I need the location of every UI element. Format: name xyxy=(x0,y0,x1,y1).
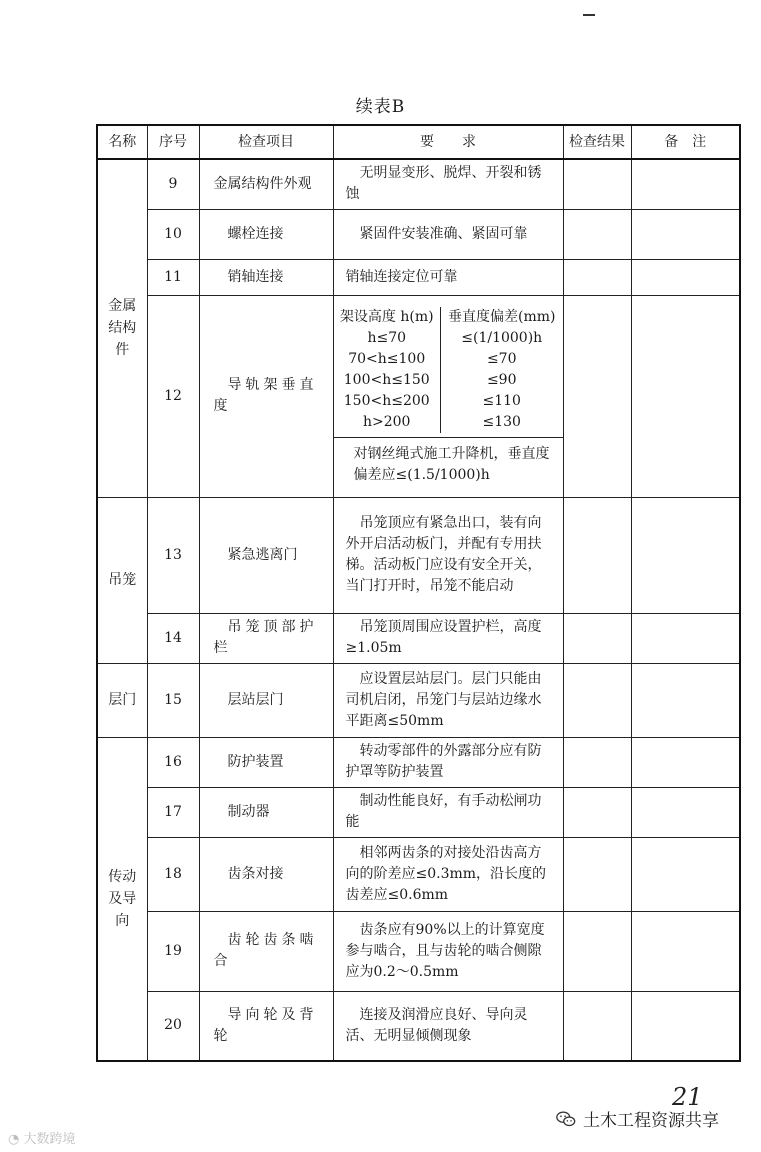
watermark-right xyxy=(555,1106,719,1131)
group-landing-door: 层门 xyxy=(97,663,147,737)
row-remark xyxy=(631,209,740,259)
table-row xyxy=(97,295,740,497)
row-requirement: 相邻两齿条的对接处沿齿高方向的阶差应≤0.3mm，沿长度的齿差应≤0.6mm xyxy=(333,837,563,911)
row-item: 吊笼顶部护栏 xyxy=(199,613,333,663)
sub-cell: 100<h≤150 xyxy=(334,370,441,391)
row-remark xyxy=(631,911,740,991)
header-requirement: 要 求 xyxy=(333,125,563,159)
table-row xyxy=(97,209,740,259)
row-remark xyxy=(631,837,740,911)
watermark-left xyxy=(8,1128,76,1147)
table-row xyxy=(97,159,740,209)
row-result xyxy=(563,991,631,1061)
row-item: 导向轮及背轮 xyxy=(199,991,333,1061)
row-seq: 11 xyxy=(147,259,199,295)
header-item: 检查项目 xyxy=(199,125,333,159)
row-requirement: 吊笼顶应有紧急出口，装有向外开启活动板门，并配有专用扶梯。活动板门应设有安全开关，当门打开时，吊笼不能启动 xyxy=(333,497,563,613)
row-seq: 12 xyxy=(147,295,199,497)
watermark-right-text: 土木工程资源共享 xyxy=(583,1111,719,1131)
header-seq: 序号 xyxy=(147,125,199,159)
group-metal-structure: 金属结构件 xyxy=(97,159,147,497)
vertical-deviation-subtable xyxy=(334,303,563,438)
row-remark xyxy=(631,991,740,1061)
row-result xyxy=(563,295,631,497)
row-seq: 10 xyxy=(147,209,199,259)
table-row xyxy=(97,737,740,787)
row-result xyxy=(563,209,631,259)
row-result xyxy=(563,837,631,911)
row-item: 制动器 xyxy=(199,787,333,837)
watermark-left-text: 大数跨境 xyxy=(23,1132,76,1147)
table-title: 续表B xyxy=(355,97,406,117)
row-result xyxy=(563,663,631,737)
row-item: 防护装置 xyxy=(199,737,333,787)
group-drive-guide: 传动及导向 xyxy=(97,737,147,1061)
row-remark xyxy=(631,497,740,613)
row-requirement: 应设置层站层门。层门只能由司机启闭，吊笼门与层站边缘水平距离≤50mm xyxy=(333,663,563,737)
row-remark xyxy=(631,159,740,209)
row-requirement: 转动零部件的外露部分应有防护罩等防护装置 xyxy=(333,737,563,787)
table-row xyxy=(97,613,740,663)
row-item: 金属结构件外观 xyxy=(199,159,333,209)
sub-cell: 150<h≤200 xyxy=(334,391,441,412)
row-item: 销轴连接 xyxy=(199,259,333,295)
wechat-icon xyxy=(555,1108,577,1130)
row-result xyxy=(563,737,631,787)
sub-cell: ≤130 xyxy=(482,413,521,430)
row-item: 齿条对接 xyxy=(199,837,333,911)
table-row xyxy=(97,991,740,1061)
row-seq: 18 xyxy=(147,837,199,911)
group-cage: 吊笼 xyxy=(97,497,147,663)
row-seq: 14 xyxy=(147,613,199,663)
row-requirement xyxy=(333,295,563,497)
row-seq: 16 xyxy=(147,737,199,787)
row-requirement: 紧固件安装准确、紧固可靠 xyxy=(333,209,563,259)
header-name: 名称 xyxy=(97,125,147,159)
row-seq: 19 xyxy=(147,911,199,991)
header-remark: 备 注 xyxy=(631,125,740,159)
table-row xyxy=(97,259,740,295)
sub-cell: h>200 xyxy=(334,412,441,433)
watermark-logo-icon: ◔ xyxy=(8,1132,20,1147)
sub-cell: ≤110 xyxy=(482,392,521,409)
row-remark xyxy=(631,613,740,663)
sub-cell: 70<h≤100 xyxy=(334,349,441,370)
row-requirement: 吊笼顶周围应设置护栏，高度≥1.05m xyxy=(333,613,563,663)
table-row xyxy=(97,663,740,737)
page-number: 21 xyxy=(672,1083,703,1111)
header-row xyxy=(97,125,740,159)
scan-mark xyxy=(583,14,595,16)
row-seq: 13 xyxy=(147,497,199,613)
row-item: 层站层门 xyxy=(199,663,333,737)
row-seq: 9 xyxy=(147,159,199,209)
table-row xyxy=(97,911,740,991)
row-result xyxy=(563,259,631,295)
sub-cell: h≤70 xyxy=(334,328,441,349)
row-item: 紧急逃离门 xyxy=(199,497,333,613)
row-result xyxy=(563,497,631,613)
sub-header-height: 架设高度 h(m) xyxy=(334,307,441,328)
row-seq: 17 xyxy=(147,787,199,837)
row-requirement: 制动性能良好，有手动松闸功能 xyxy=(333,787,563,837)
row-remark xyxy=(631,295,740,497)
row-remark xyxy=(631,787,740,837)
row-remark xyxy=(631,663,740,737)
inspection-table xyxy=(96,124,741,1062)
row-result xyxy=(563,613,631,663)
row-seq: 20 xyxy=(147,991,199,1061)
row-requirement: 销轴连接定位可靠 xyxy=(333,259,563,295)
row-requirement: 齿条应有90%以上的计算宽度参与啮合，且与齿轮的啮合侧隙应为0.2～0.5mm xyxy=(333,911,563,991)
row-item: 导轨架垂直度 xyxy=(199,295,333,497)
wire-rope-requirement: 对钢丝绳式施工升降机，垂直度偏差应≤(1.5/1000)h xyxy=(353,445,550,483)
row-remark xyxy=(631,259,740,295)
row-seq: 15 xyxy=(147,663,199,737)
row-item: 螺栓连接 xyxy=(199,209,333,259)
header-result: 检查结果 xyxy=(563,125,631,159)
sub-cell: ≤70 xyxy=(486,350,517,367)
row-result xyxy=(563,159,631,209)
row-result xyxy=(563,787,631,837)
table-row xyxy=(97,787,740,837)
row-requirement: 无明显变形、脱焊、开裂和锈蚀 xyxy=(333,159,563,209)
sub-header-deviation: 垂直度偏差(mm) xyxy=(447,308,556,325)
row-item: 齿轮齿条啮合 xyxy=(199,911,333,991)
table-row xyxy=(97,837,740,911)
row-requirement: 连接及润滑应良好、导向灵活、无明显倾侧现象 xyxy=(333,991,563,1061)
row-result xyxy=(563,911,631,991)
row-remark xyxy=(631,737,740,787)
sub-cell: ≤(1/1000)h xyxy=(461,329,543,346)
table-row xyxy=(97,497,740,613)
sub-cell: ≤90 xyxy=(486,371,517,388)
